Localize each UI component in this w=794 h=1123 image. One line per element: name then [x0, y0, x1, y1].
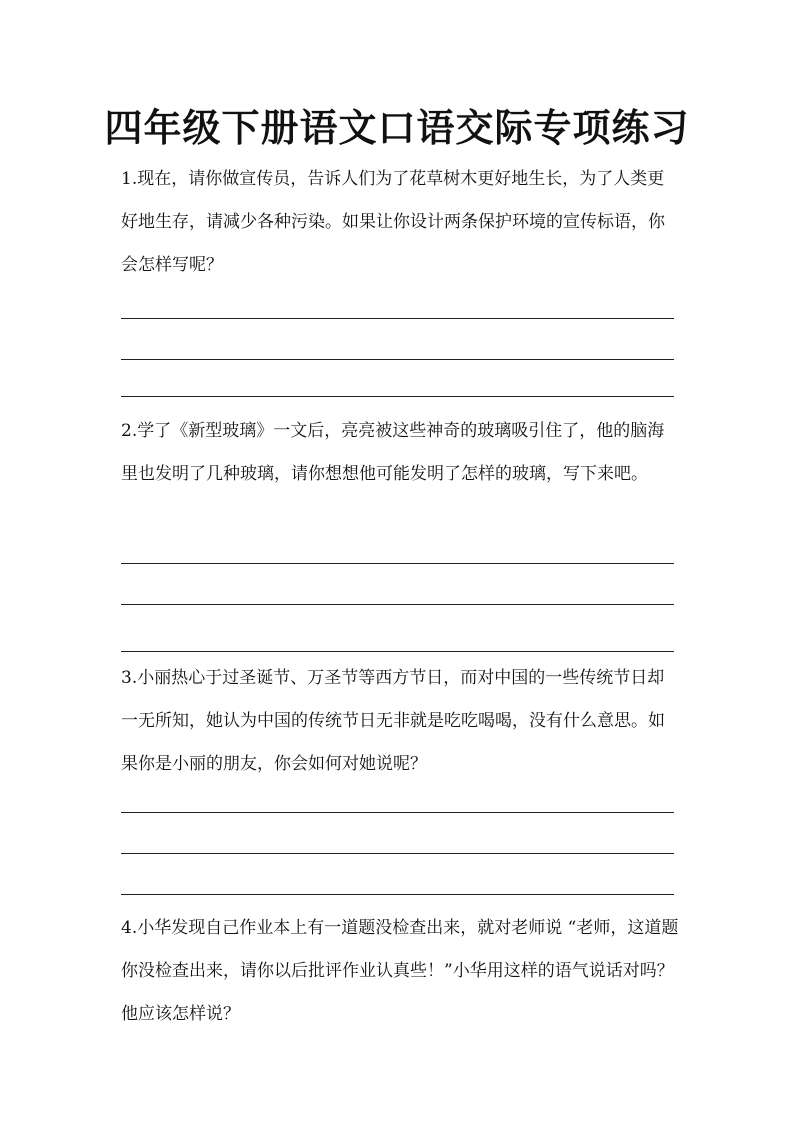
question-3-text: 3.小丽热心于过圣诞节、万圣节等西方节日，而对中国的一些传统节日却一无所知，她认为中国的传统节日无非就是吃吃喝喝，没有什么意思。如果你是小丽的朋友，你会如何对她说呢？: [121, 668, 665, 774]
answer-line: [121, 396, 674, 397]
answer-line: [121, 563, 674, 564]
question-2-text: 2.学了《新型玻璃》一文后，亮亮被这些神奇的玻璃吸引住了，他的脑海里也发明了几种玻璃，请你想想他可能发明了怎样的玻璃，写下来吧。: [121, 421, 665, 484]
question-4-text: 4.小华发现自己作业本上有一道题没检查出来，就对老师说 “老师，这道题你没检查出来，请你以后批评作业认真些！”小华用这样的语气说话对吗？他应该怎样说？: [121, 918, 679, 1024]
answer-line: [121, 604, 674, 605]
answer-line: [121, 359, 674, 360]
answer-line: [121, 318, 674, 319]
answer-line: [121, 894, 674, 895]
question-1-text: 1.现在，请你做宣传员，告诉人们为了花草树木更好地生长，为了人类更好地生存，请减少各种污染。如果让你设计两条保护环境的宣传标语，你会怎样写呢？: [121, 169, 665, 275]
answer-line: [121, 853, 674, 854]
answer-line: [121, 651, 674, 652]
answer-line: [121, 812, 674, 813]
page-title: 四年级下册语文口语交际专项练习: [104, 106, 690, 150]
